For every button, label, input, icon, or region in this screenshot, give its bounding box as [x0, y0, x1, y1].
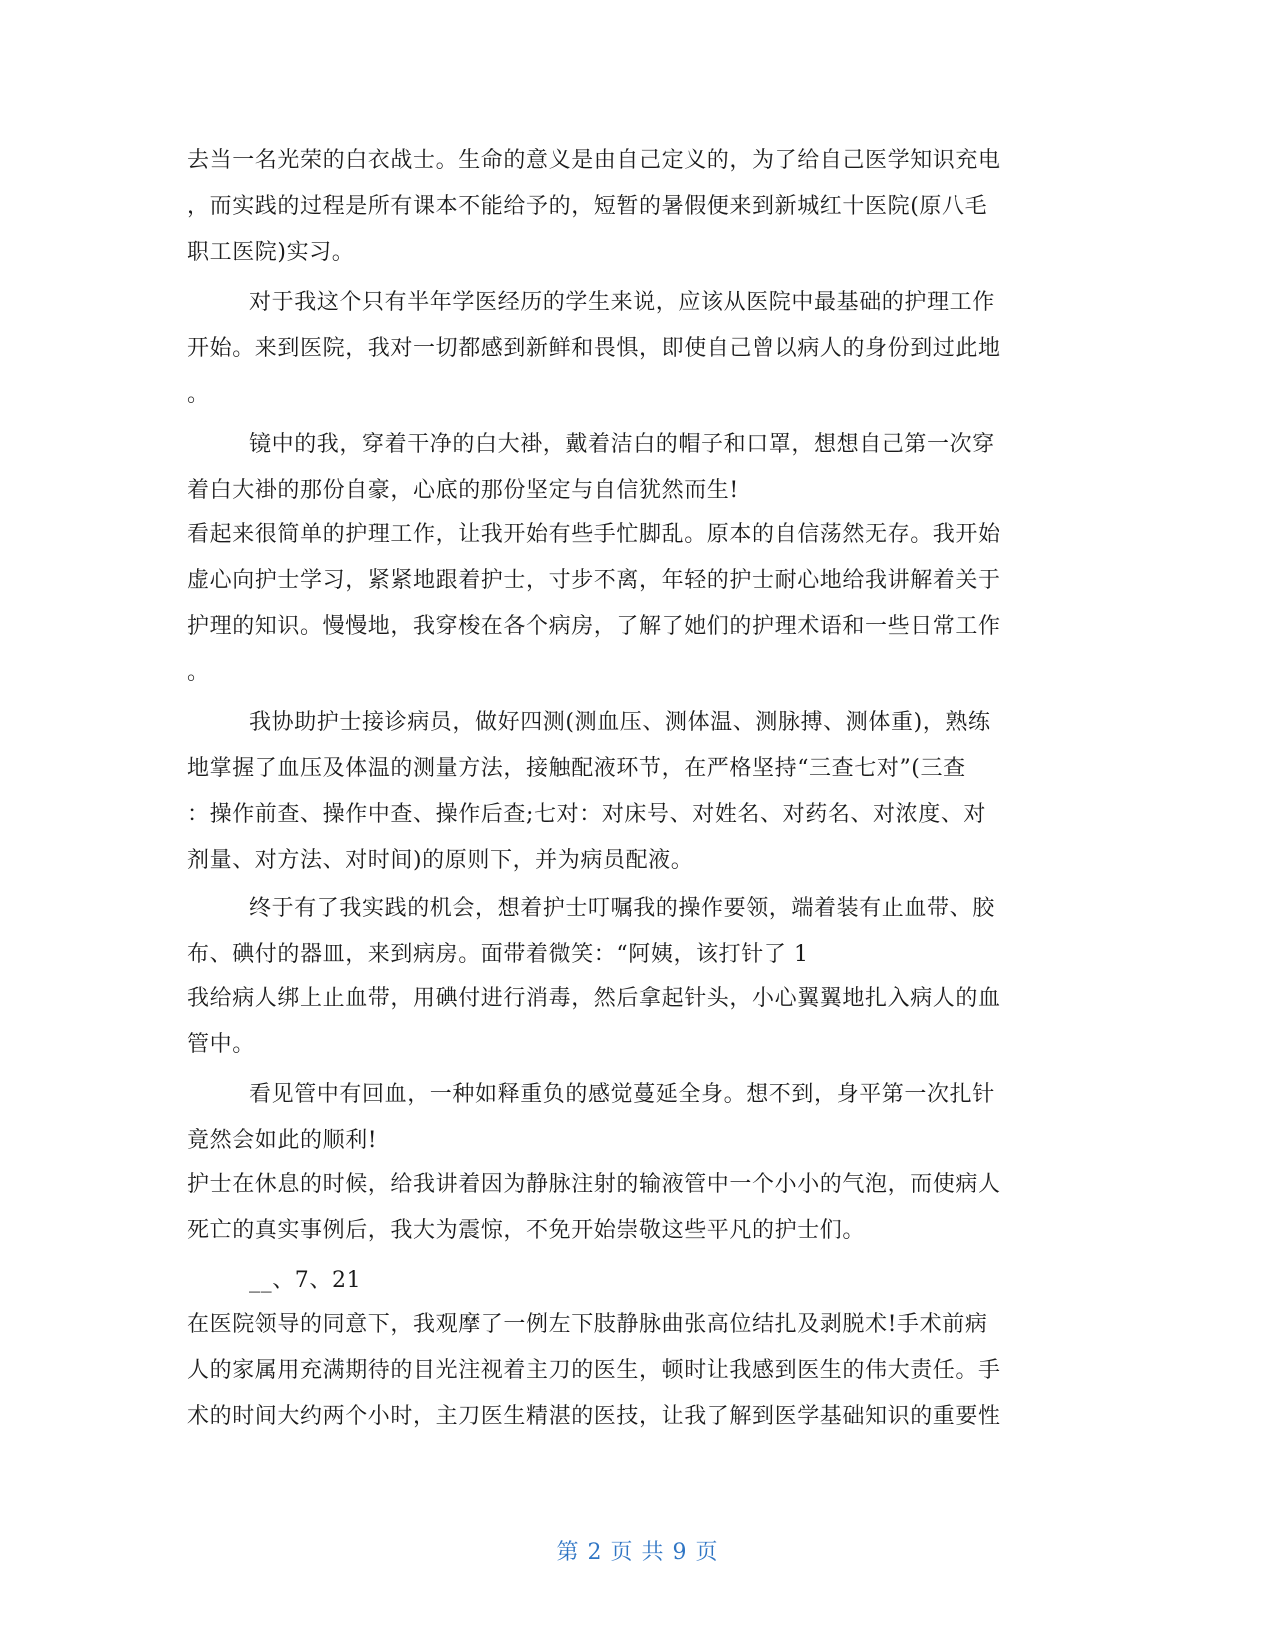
text-line: 地掌握了血压及体温的测量方法，接触配液环节，在严格坚持“三查七对”(三查 — [187, 756, 966, 781]
text-line: 去当一名光荣的白衣战士。生命的意义是由自己定义的，为了给自己医学知识充电 — [187, 148, 1001, 173]
page-number-footer: 第 2 页 共 9 页 — [556, 1540, 719, 1565]
text-line: 终于有了我实践的机会，想着护士叮嘱我的操作要领，端着装有止血带、胶 — [249, 896, 995, 921]
date-line: __、7、21 — [249, 1268, 362, 1293]
text-line: 镜中的我，穿着干净的白大褂，戴着洁白的帽子和口罩，想想自己第一次穿 — [249, 432, 995, 457]
text-line: 术的时间大约两个小时，主刀医生精湛的医技，让我了解到医学基础知识的重要性 — [187, 1404, 1001, 1429]
text-line: 对于我这个只有半年学医经历的学生来说，应该从医院中最基础的护理工作 — [249, 290, 995, 315]
text-line: 开始。来到医院，我对一切都感到新鲜和畏惧，即使自己曾以病人的身份到过此地 — [187, 336, 1001, 361]
text-line: 在医院领导的同意下，我观摩了一例左下肢静脉曲张高位结扎及剥脱术!手术前病 — [187, 1312, 988, 1337]
text-line: 职工医院)实习。 — [187, 240, 355, 265]
text-line: 虚心向护士学习，紧紧地跟着护士，寸步不离，年轻的护士耐心地给我讲解着关于 — [187, 568, 1001, 593]
text-line: 布、碘付的器皿，来到病房。面带着微笑：“阿姨，该打针了 1 — [187, 942, 809, 967]
text-line: 我给病人绑上止血带，用碘付进行消毒，然后拿起针头，小心翼翼地扎入病人的血 — [187, 986, 1001, 1011]
text-line: 护士在休息的时候，给我讲着因为静脉注射的输液管中一个小小的气泡，而使病人 — [187, 1172, 1001, 1197]
text-line: ，而实践的过程是所有课本不能给予的，短暂的暑假便来到新城红十医院(原八毛 — [187, 194, 988, 219]
text-line: 着白大褂的那份自豪，心底的那份坚定与自信犹然而生! — [187, 478, 739, 503]
text-line: 死亡的真实事例后，我大为震惊，不免开始崇敬这些平凡的护士们。 — [187, 1218, 866, 1243]
text-line: 竟然会如此的顺利! — [187, 1128, 378, 1153]
text-line: 。 — [187, 660, 210, 685]
text-line: 人的家属用充满期待的目光注视着主刀的医生，顿时让我感到医生的伟大责任。手 — [187, 1358, 1001, 1383]
text-line: 管中。 — [187, 1032, 255, 1057]
text-line: 我协助护士接诊病员，做好四测(测血压、测体温、测脉搏、测体重)，熟练 — [249, 710, 991, 735]
text-line: 护理的知识。慢慢地，我穿梭在各个病房，了解了她们的护理术语和一些日常工作 — [187, 614, 1001, 639]
text-line: 看见管中有回血，一种如释重负的感觉蔓延全身。想不到，身平第一次扎针 — [249, 1082, 995, 1107]
text-line: ：操作前查、操作中查、操作后查;七对：对床号、对姓名、对药名、对浓度、对 — [187, 802, 987, 827]
text-line: 。 — [187, 382, 210, 407]
text-line: 看起来很简单的护理工作，让我开始有些手忙脚乱。原本的自信荡然无存。我开始 — [187, 522, 1001, 547]
text-line: 剂量、对方法、对时间)的原则下，并为病员配液。 — [187, 848, 694, 873]
